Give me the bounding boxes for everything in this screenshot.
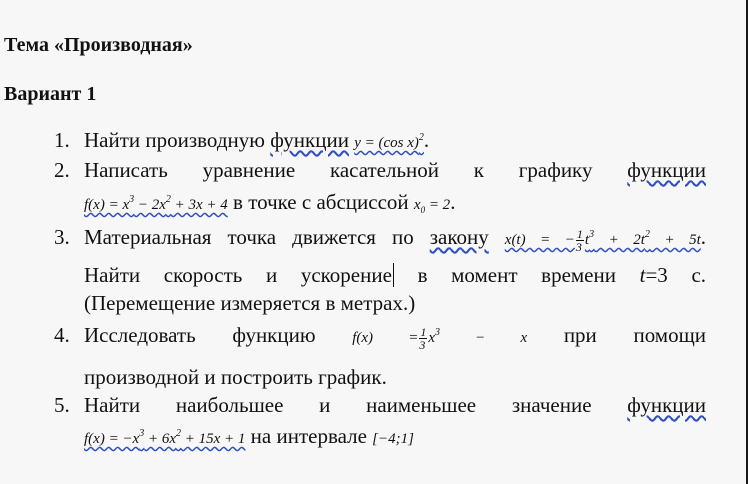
task-4-line-2	[84, 362, 706, 392]
task-3-line-2	[84, 260, 706, 290]
formula-part: =3 с.	[645, 263, 707, 287]
fraction-numerator: 1	[420, 325, 427, 340]
exponent: 3	[589, 229, 595, 240]
task-text: при	[563, 323, 597, 347]
formula	[414, 197, 450, 213]
underlined-word: функции	[270, 128, 349, 152]
formula-part: x	[413, 197, 421, 213]
punctuation: .	[450, 190, 456, 214]
underlined-word: функции	[627, 158, 706, 182]
task-number: 2.	[54, 158, 70, 182]
formula-part: + 2t	[594, 232, 645, 248]
underlined-word: функции	[627, 393, 706, 417]
task-text: в момент времени	[417, 263, 616, 287]
task-text: Материальная точка движется по	[84, 225, 414, 249]
formula-part: f(x) = x	[84, 197, 130, 213]
task-text: производной и построить график.	[84, 365, 387, 389]
fraction-denominator: 3	[419, 338, 426, 353]
formula-part: x	[428, 330, 436, 346]
fraction-numerator: 1	[576, 227, 583, 242]
formula-part: = 2	[428, 197, 451, 213]
interval: [−4;1]	[372, 431, 414, 447]
document-title: Тема «Производная»	[4, 34, 193, 56]
task-number: 3.	[54, 225, 70, 249]
formula-part: + 6x	[144, 431, 176, 447]
exponent: 2	[644, 229, 650, 240]
formula	[504, 227, 701, 255]
exponent: 3	[139, 428, 145, 439]
formula-part: + 5t	[649, 232, 701, 248]
exponent: 3	[129, 194, 135, 205]
formula-part: y = (cos x)	[354, 135, 419, 151]
task-text: Исследовать	[84, 323, 196, 347]
task-text: помощи	[633, 323, 707, 347]
variant-heading: Вариант 1	[4, 83, 97, 105]
task-number: 1.	[54, 128, 70, 152]
formula-part: − x	[440, 330, 528, 346]
time-value	[640, 263, 706, 287]
formula-part: x(t) = −	[504, 232, 575, 248]
formula	[354, 132, 424, 151]
fraction	[419, 326, 427, 351]
task-text: Найти скорость и ускорение	[84, 263, 392, 287]
task-text: функцию	[232, 323, 316, 347]
task-text: в точке с абсциссой	[233, 190, 409, 214]
exponent: 2	[165, 194, 171, 205]
task-text: на интервале	[250, 424, 367, 448]
task-3-line-3	[84, 288, 706, 318]
fraction	[576, 228, 584, 253]
formula-part: f(x) = −x	[84, 431, 140, 447]
task-text: Найти наибольшее и наименьшее значение	[84, 393, 592, 417]
formula	[84, 194, 228, 213]
task-text: (Перемещение измеряется в метрах.)	[84, 291, 416, 315]
task-number: 5.	[54, 393, 70, 417]
formula	[352, 325, 528, 353]
task-text: Написать уравнение касательной к графику	[84, 158, 593, 182]
punctuation: .	[700, 225, 707, 249]
task-2-line-1	[84, 155, 706, 185]
exponent: 2	[418, 132, 424, 143]
formula-part: f(x) =	[352, 330, 419, 346]
formula-part: + 3x + 4	[170, 197, 228, 213]
task-3-line-1	[84, 222, 706, 257]
exponent: 3	[435, 327, 441, 338]
task-5-line-2	[84, 421, 706, 456]
task-4-line-1	[84, 320, 706, 355]
formula-part: + 15x + 1	[181, 431, 246, 447]
exponent: 2	[176, 428, 181, 439]
formula-part: t	[584, 232, 590, 248]
task-text: Найти производную	[84, 128, 265, 152]
subscript: 0	[420, 205, 426, 215]
task-2-line-2	[84, 187, 706, 225]
task-number: 4.	[54, 323, 70, 347]
text-cursor	[393, 263, 394, 287]
underlined-word: закону	[429, 225, 489, 249]
formula	[84, 428, 246, 447]
formula-part: t	[639, 263, 646, 287]
punctuation: .	[423, 128, 430, 152]
formula-part: − 2x	[134, 197, 166, 213]
task-5-line-1	[84, 390, 706, 420]
fraction-denominator: 3	[575, 240, 582, 255]
